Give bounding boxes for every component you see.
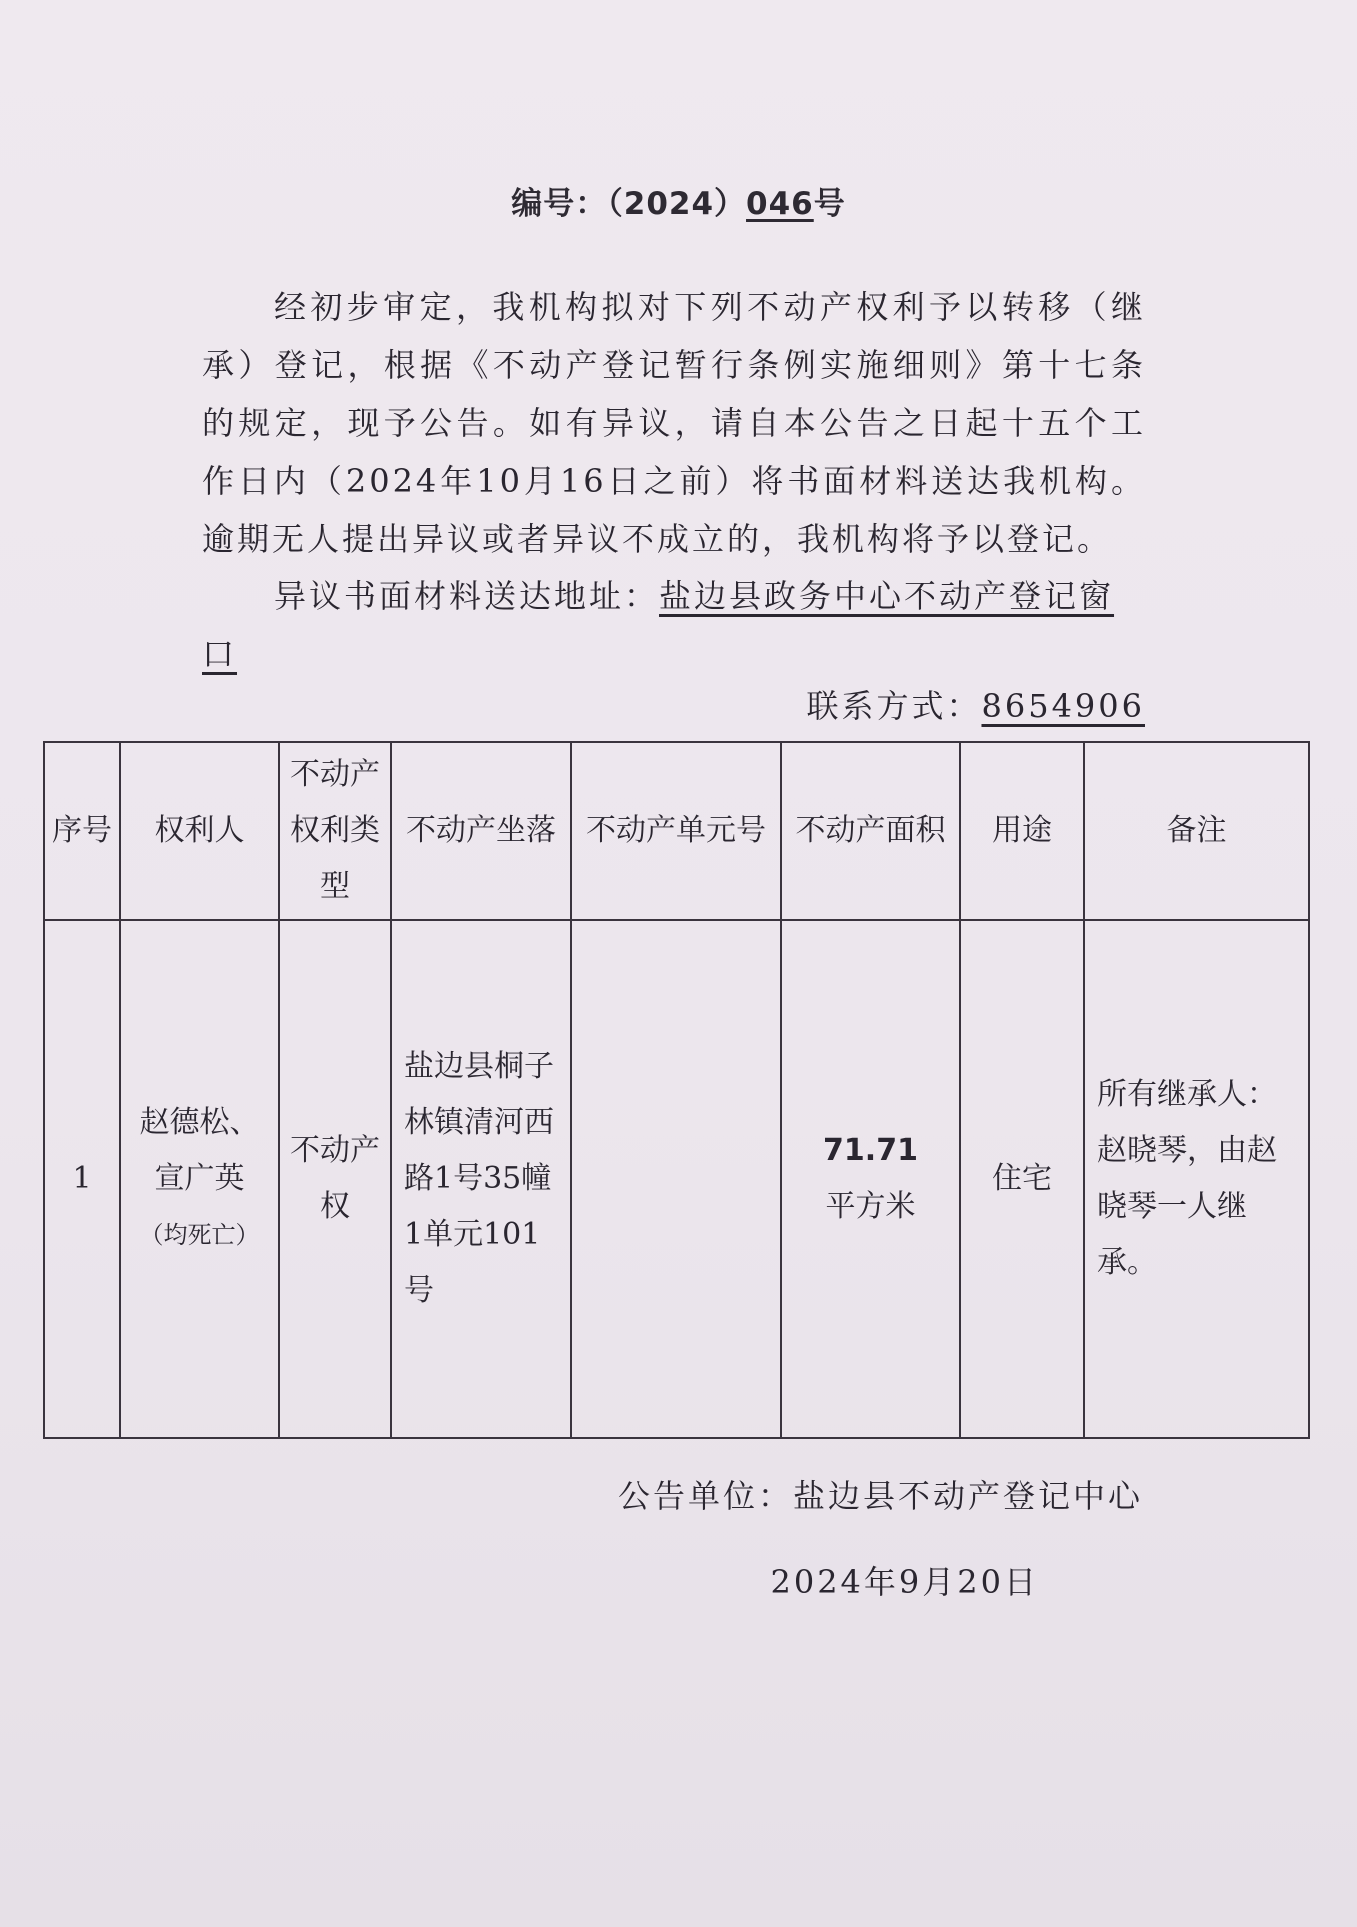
contact-value: 8654906 xyxy=(981,687,1145,725)
holder-names: 赵德松、宣广英 xyxy=(139,1105,260,1196)
number-suffix: 号 xyxy=(813,186,846,222)
header-right-type: 不动产权利类型 xyxy=(279,742,391,920)
header-remark: 备注 xyxy=(1084,742,1309,920)
header-holder: 权利人 xyxy=(120,742,279,920)
address-label: 异议书面材料送达地址： xyxy=(274,577,660,615)
header-seq: 序号 xyxy=(44,742,120,920)
notice-paragraph: 经初步审定，我机构拟对下列不动产权利予以转移（继承）登记，根据《不动产登记暂行条例实施细则》第十七条的规定，现予公告。如有异议，请自本公告之日起十五个工作日内（2024年10月16日之前）将书面材料送达我机构。逾期无人提出异议或者异议不成立的，我机构将予以登记。 xyxy=(202,288,1146,558)
cell-remark: 所有继承人：赵晓琴，由赵晓琴一人继承。 xyxy=(1084,920,1309,1438)
contact-line xyxy=(806,681,1145,727)
cell-right-type: 不动产权 xyxy=(279,920,391,1438)
number-label: 编号： xyxy=(511,186,608,222)
number-value: 046 xyxy=(746,186,814,222)
property-table xyxy=(43,741,1310,1439)
document-number xyxy=(0,178,1357,223)
holder-note: （均死亡） xyxy=(139,1221,260,1249)
cell-seq: 1 xyxy=(44,920,120,1438)
issuing-unit: 公告单位：盐边县不动产登记中心 xyxy=(617,1477,1143,1515)
number-year: （2024） xyxy=(607,186,747,222)
header-location: 不动产坐落 xyxy=(391,742,571,920)
cell-holder xyxy=(120,920,279,1438)
header-usage: 用途 xyxy=(960,742,1084,920)
cell-unit-no xyxy=(571,920,781,1438)
cell-usage: 住宅 xyxy=(960,920,1084,1438)
address-line xyxy=(202,567,1146,683)
area-value: 71.71 xyxy=(823,1133,918,1168)
table-row xyxy=(44,920,1309,1438)
area-unit: 平方米 xyxy=(825,1189,916,1224)
table-header-row xyxy=(44,742,1309,920)
cell-area xyxy=(781,920,960,1438)
issue-date: 2024年9月20日 xyxy=(770,1563,1039,1601)
contact-label: 联系方式： xyxy=(806,687,982,725)
header-area: 不动产面积 xyxy=(781,742,960,920)
address-value: 盐边县政务中心不动产登记窗口 xyxy=(202,577,1115,673)
header-unit-no: 不动产单元号 xyxy=(571,742,781,920)
cell-location: 盐边县桐子林镇清河西路1号35幢1单元101号 xyxy=(391,920,571,1438)
